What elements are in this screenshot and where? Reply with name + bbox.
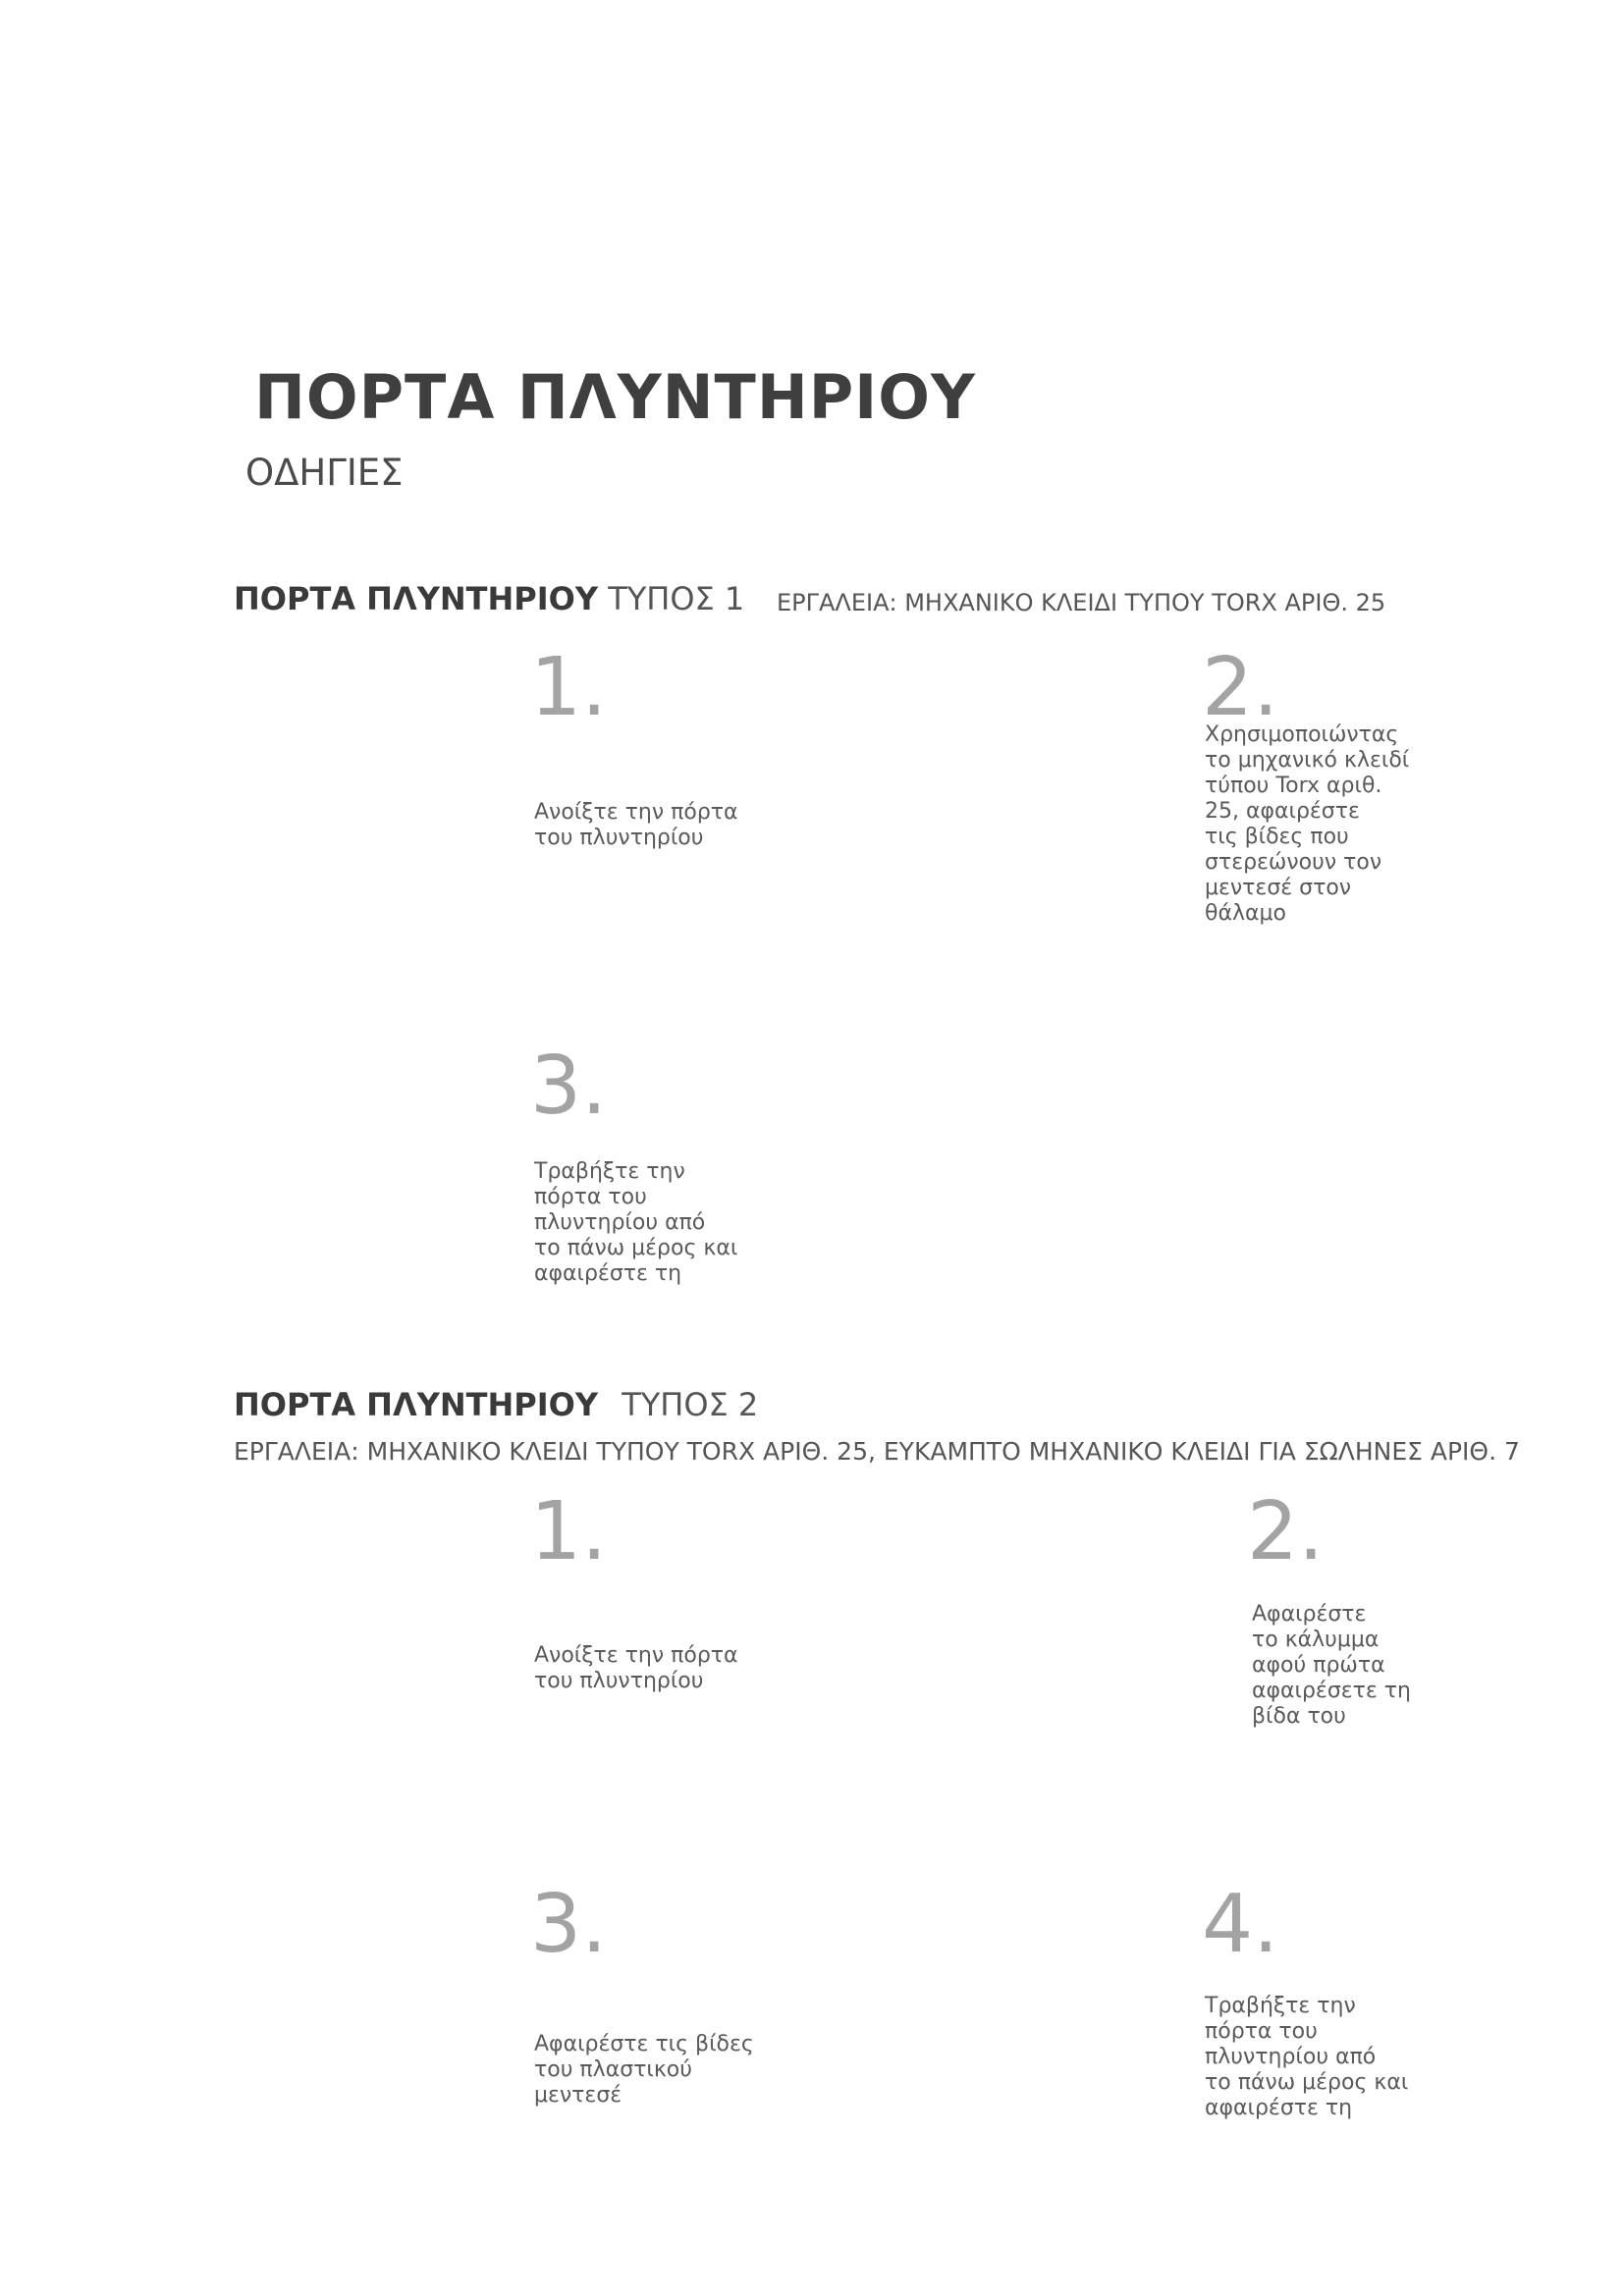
section2-step3-number: 3.	[530, 1878, 608, 1971]
section2-step3-text: Αφαιρέστε τις βίδες του πλαστικού μεντεσέ	[534, 2032, 754, 2108]
section2-tools: ΕΡΓΑΛΕΙΑ: ΜΗΧΑΝΙΚΟ ΚΛΕΙΔΙ ΤΥΠΟΥ TORX ΑΡΙΘ. 25, ΕΥΚΑΜΠΤΟ ΜΗΧΑΝΙΚΟ ΚΛΕΙΔΙ ΓΙΑ ΣΩΛΗΝΕΣ ΑΡΙΘ. 7	[234, 1437, 1520, 1466]
section1-heading-title: ΠΟΡΤΑ ΠΛΥΝΤΗΡΙΟΥ	[234, 580, 599, 617]
section1-heading-type: ΤΥΠΟΣ 1	[608, 580, 745, 617]
section2-heading	[234, 1386, 758, 1423]
section2-heading-type: ΤΥΠΟΣ 2	[622, 1386, 759, 1423]
section1-step1-text: Ανοίξτε την πόρτα του πλυντηρίου	[534, 800, 738, 850]
document-title: ΠΟΡΤΑ ΠΛΥΝΤΗΡΙΟΥ	[254, 361, 976, 433]
section2-step4-text: Τραβήξτε την πόρτα του πλυντηρίου από το πάνω μέρος και αφαιρέστε τη	[1205, 1994, 1409, 2120]
section1-step3-text: Τραβήξτε την πόρτα του πλυντηρίου από το πάνω μέρος και αφαιρέστε τη	[534, 1159, 738, 1286]
section1-step2-text: Χρησιμοποιώντας το μηχανικό κλειδί τύπου Torx αριθ. 25, αφαιρέστε τις βίδες που στερεώνουν τον μεντεσέ στον θάλαμο	[1205, 722, 1410, 926]
section2-step1-text: Ανοίξτε την πόρτα του πλυντηρίου	[534, 1643, 738, 1693]
document-subtitle: ΟΔΗΓΙΕΣ	[245, 452, 404, 494]
section2-step4-number: 4.	[1202, 1878, 1279, 1971]
section2-step1-number: 1.	[530, 1485, 608, 1578]
section1-step2-number: 2.	[1202, 641, 1279, 734]
section1-step3-number: 3.	[530, 1040, 608, 1133]
section1-heading	[234, 580, 744, 617]
section1-step1-number: 1.	[530, 641, 608, 734]
section2-step2-text: Αφαιρέστε το κάλυμμα αφού πρώτα αφαιρέσετε τη βίδα του	[1252, 1602, 1411, 1729]
section2-step2-number: 2.	[1247, 1485, 1325, 1578]
section1-tools: ΕΡΓΑΛΕΙΑ: ΜΗΧΑΝΙΚΟ ΚΛΕΙΔΙ ΤΥΠΟΥ TORX ΑΡΙΘ. 25	[777, 589, 1386, 616]
section2-heading-title: ΠΟΡΤΑ ΠΛΥΝΤΗΡΙΟΥ	[234, 1386, 599, 1423]
